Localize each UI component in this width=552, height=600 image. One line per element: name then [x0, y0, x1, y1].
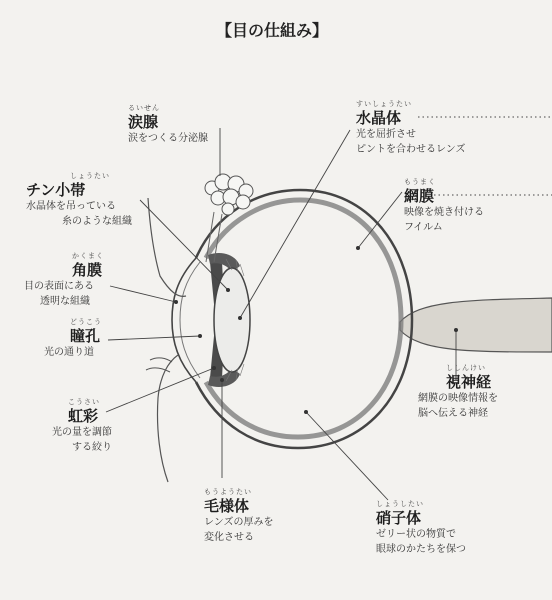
desc-chinshoutai-1: 水晶体を吊っている: [26, 201, 116, 212]
desc-shoushitai-1: ゼリー状の物質で: [376, 529, 456, 540]
lens: [214, 268, 250, 372]
lacrimal-gland: [205, 174, 253, 215]
ruby-shishinkei: ししんけい: [446, 364, 486, 372]
desc-shishinkei-1: 網膜の映像情報を: [418, 393, 498, 404]
desc-kakumaku-2: 透明な組織: [40, 296, 90, 307]
label-kakumaku: [24, 252, 104, 309]
term-kousai: 虹彩: [68, 407, 99, 425]
desc-mouyoutai-2: 変化させる: [204, 532, 254, 543]
label-shoushitai: [376, 500, 466, 557]
ruby-suishoutai: すいしょうたい: [356, 100, 412, 108]
ruby-moumaku: もうまく: [404, 178, 436, 186]
term-ruisen: 涙腺: [128, 113, 159, 131]
desc-suishoutai-2: ピントを合わせるレンズ: [356, 144, 466, 155]
diagram-title: 【目の仕組み】: [216, 21, 329, 40]
desc-shoushitai-2: 眼球のかたちを保つ: [376, 544, 466, 555]
ruby-kakumaku: かくまく: [72, 252, 104, 260]
term-chinshoutai: チン小帯: [26, 181, 86, 199]
cornea: [172, 258, 196, 382]
desc-kousai-2: する絞り: [72, 442, 112, 453]
term-suishoutai: 水晶体: [356, 109, 402, 127]
desc-kousai-1: 光の量を調節: [52, 427, 112, 438]
term-shoushitai: 硝子体: [376, 509, 422, 527]
lower-eyelid: [157, 355, 178, 482]
ruby-chinshoutai: しょうたい: [70, 172, 110, 180]
desc-ruisen: 涙をつくる分泌腺: [128, 133, 208, 144]
label-shishinkei: [418, 364, 498, 421]
desc-suishoutai-1: 光を屈折させ: [356, 129, 416, 140]
ruby-shoushitai: しょうしたい: [376, 500, 424, 508]
term-doukou: 瞳孔: [70, 327, 101, 345]
desc-kakumaku-1: 目の表面にある: [24, 281, 94, 292]
ruby-ruisen: るいせん: [128, 104, 160, 112]
desc-moumaku-1: 映像を焼き付ける: [404, 207, 484, 218]
ruby-kousai: こうさい: [68, 398, 100, 406]
term-shishinkei: 視神経: [446, 373, 492, 391]
label-mouyoutai: [204, 488, 273, 545]
desc-chinshoutai-2: 糸のような組織: [62, 216, 132, 227]
term-moumaku: 網膜: [404, 187, 435, 205]
ruby-mouyoutai: もうようたい: [204, 488, 252, 496]
term-kakumaku: 角膜: [72, 261, 103, 279]
label-chinshoutai: [26, 172, 132, 229]
ruby-doukou: どうこう: [70, 318, 102, 326]
label-ruisen: [128, 104, 208, 146]
desc-mouyoutai-1: レンズの厚みを: [204, 517, 274, 528]
desc-shishinkei-2: 脳へ伝える神経: [418, 408, 488, 419]
label-suishoutai: [356, 100, 465, 157]
label-doukou: [44, 318, 102, 360]
desc-moumaku-2: フイルム: [404, 222, 443, 233]
label-kousai: [52, 398, 112, 455]
label-moumaku: [404, 178, 484, 235]
term-mouyoutai: 毛様体: [204, 497, 250, 515]
desc-doukou: 光の通り道: [44, 347, 94, 358]
optic-nerve: [400, 298, 552, 352]
